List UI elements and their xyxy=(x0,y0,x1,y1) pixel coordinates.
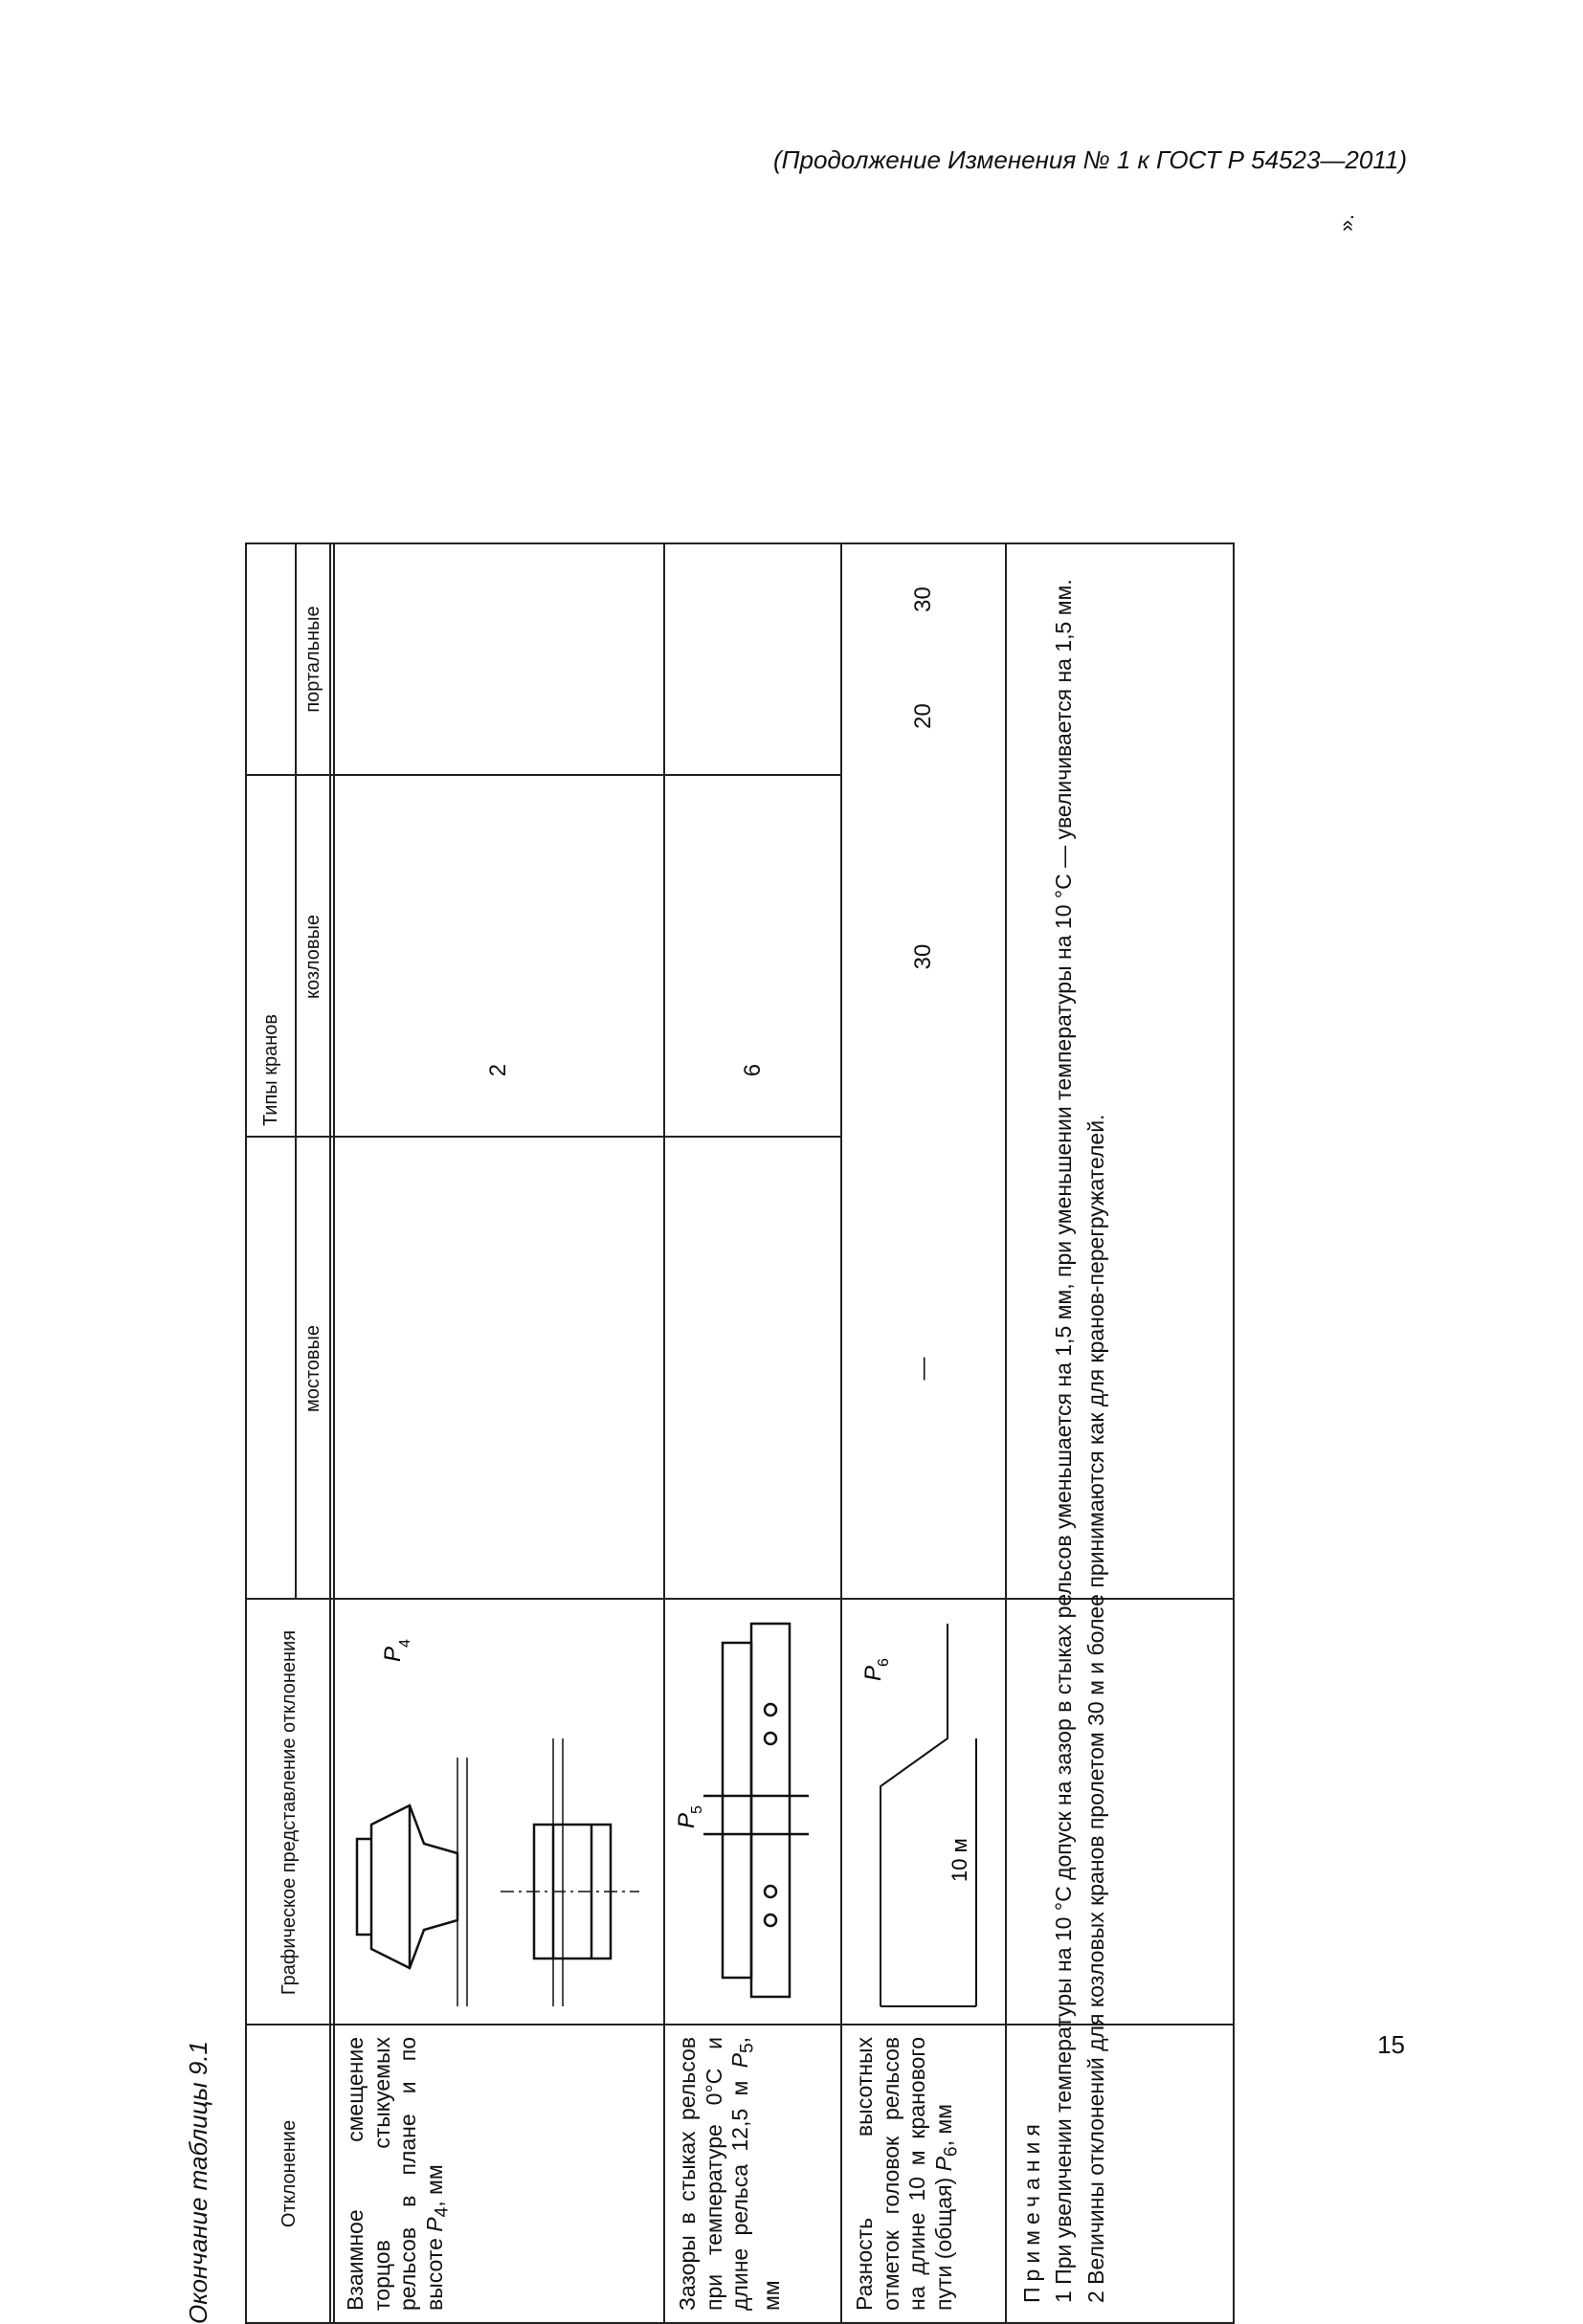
p4-label: P xyxy=(380,1646,406,1662)
p6-sub: 6 xyxy=(876,1658,892,1667)
rotated-table-block xyxy=(184,542,1361,2324)
row1-value: 2 xyxy=(484,1063,511,1077)
height-difference-figure xyxy=(842,1600,1005,2025)
row3-portal: 20 xyxy=(910,703,936,729)
col-header-graphic: Графическое представление отклонения xyxy=(278,1629,300,1996)
row3-figure xyxy=(842,1600,1005,2025)
note-1: 1 При увеличении температуры на 10 °С допуск на зазор в стыках рельсов уменьшается на 1,5 мм, при уменьшении температуры на 10 °С — увеличивается на 1,5 мм. xyxy=(1051,579,1077,2303)
page-header: (Продолжение Изменения № 1 к ГОСТ Р 54523—2011) xyxy=(773,145,1407,174)
ten-m-label: 10 м xyxy=(948,1838,971,1882)
closing-quote: ». xyxy=(1334,213,1359,232)
col-header-gantry: козловые xyxy=(301,915,323,999)
row1-figure xyxy=(333,1600,663,2025)
p4-sub: 4 xyxy=(397,1639,413,1648)
rail-gap-figure xyxy=(665,1600,840,2025)
row3-deviation: Разность высотных отметок головок рельсов на длине 10 м кранового пути (общая) $P_6$, мм xyxy=(852,2037,962,2311)
notes-title: Примечания xyxy=(1019,2118,1044,2303)
col-header-portal: портальные xyxy=(301,606,323,713)
table-caption: Окончание таблицы 9.1 xyxy=(184,2040,212,2324)
rail-offset-figure xyxy=(333,1600,663,2025)
p5-sub: 5 xyxy=(689,1805,705,1814)
row3-bridge: — xyxy=(910,1357,936,1381)
p6-label: P xyxy=(860,1665,886,1681)
col-header-bridge: мостовые xyxy=(301,1324,323,1413)
row3-gantry: 30 xyxy=(910,943,936,970)
row2-deviation: Зазоры в стыках рельсов при температуре 0°С и длине рельса 12,5 м $P_5$, мм xyxy=(675,2037,784,2311)
note-2: 2 Величины отклонений для козловых кранов пролетом 30 м и более принимаются как для кранов-перегружателей. xyxy=(1082,1114,1108,2303)
row1-deviation: Взаимное смещение торцов стыкуемых рельсов в плане и по высоте $P_4$, мм xyxy=(343,2037,453,2311)
p5-label: P xyxy=(674,1812,700,1828)
notes-section xyxy=(1007,541,1237,2322)
col-header-crane-types: Типы кранов xyxy=(259,1013,281,1127)
row2-figure xyxy=(665,1600,840,2025)
row3-transshipper: 30 xyxy=(910,587,936,612)
row2-value: 6 xyxy=(739,1063,766,1077)
deviation-table xyxy=(245,542,1235,2324)
page-number: 15 xyxy=(1377,2030,1405,2059)
col-header-deviation: Отклонение xyxy=(278,2119,300,2228)
